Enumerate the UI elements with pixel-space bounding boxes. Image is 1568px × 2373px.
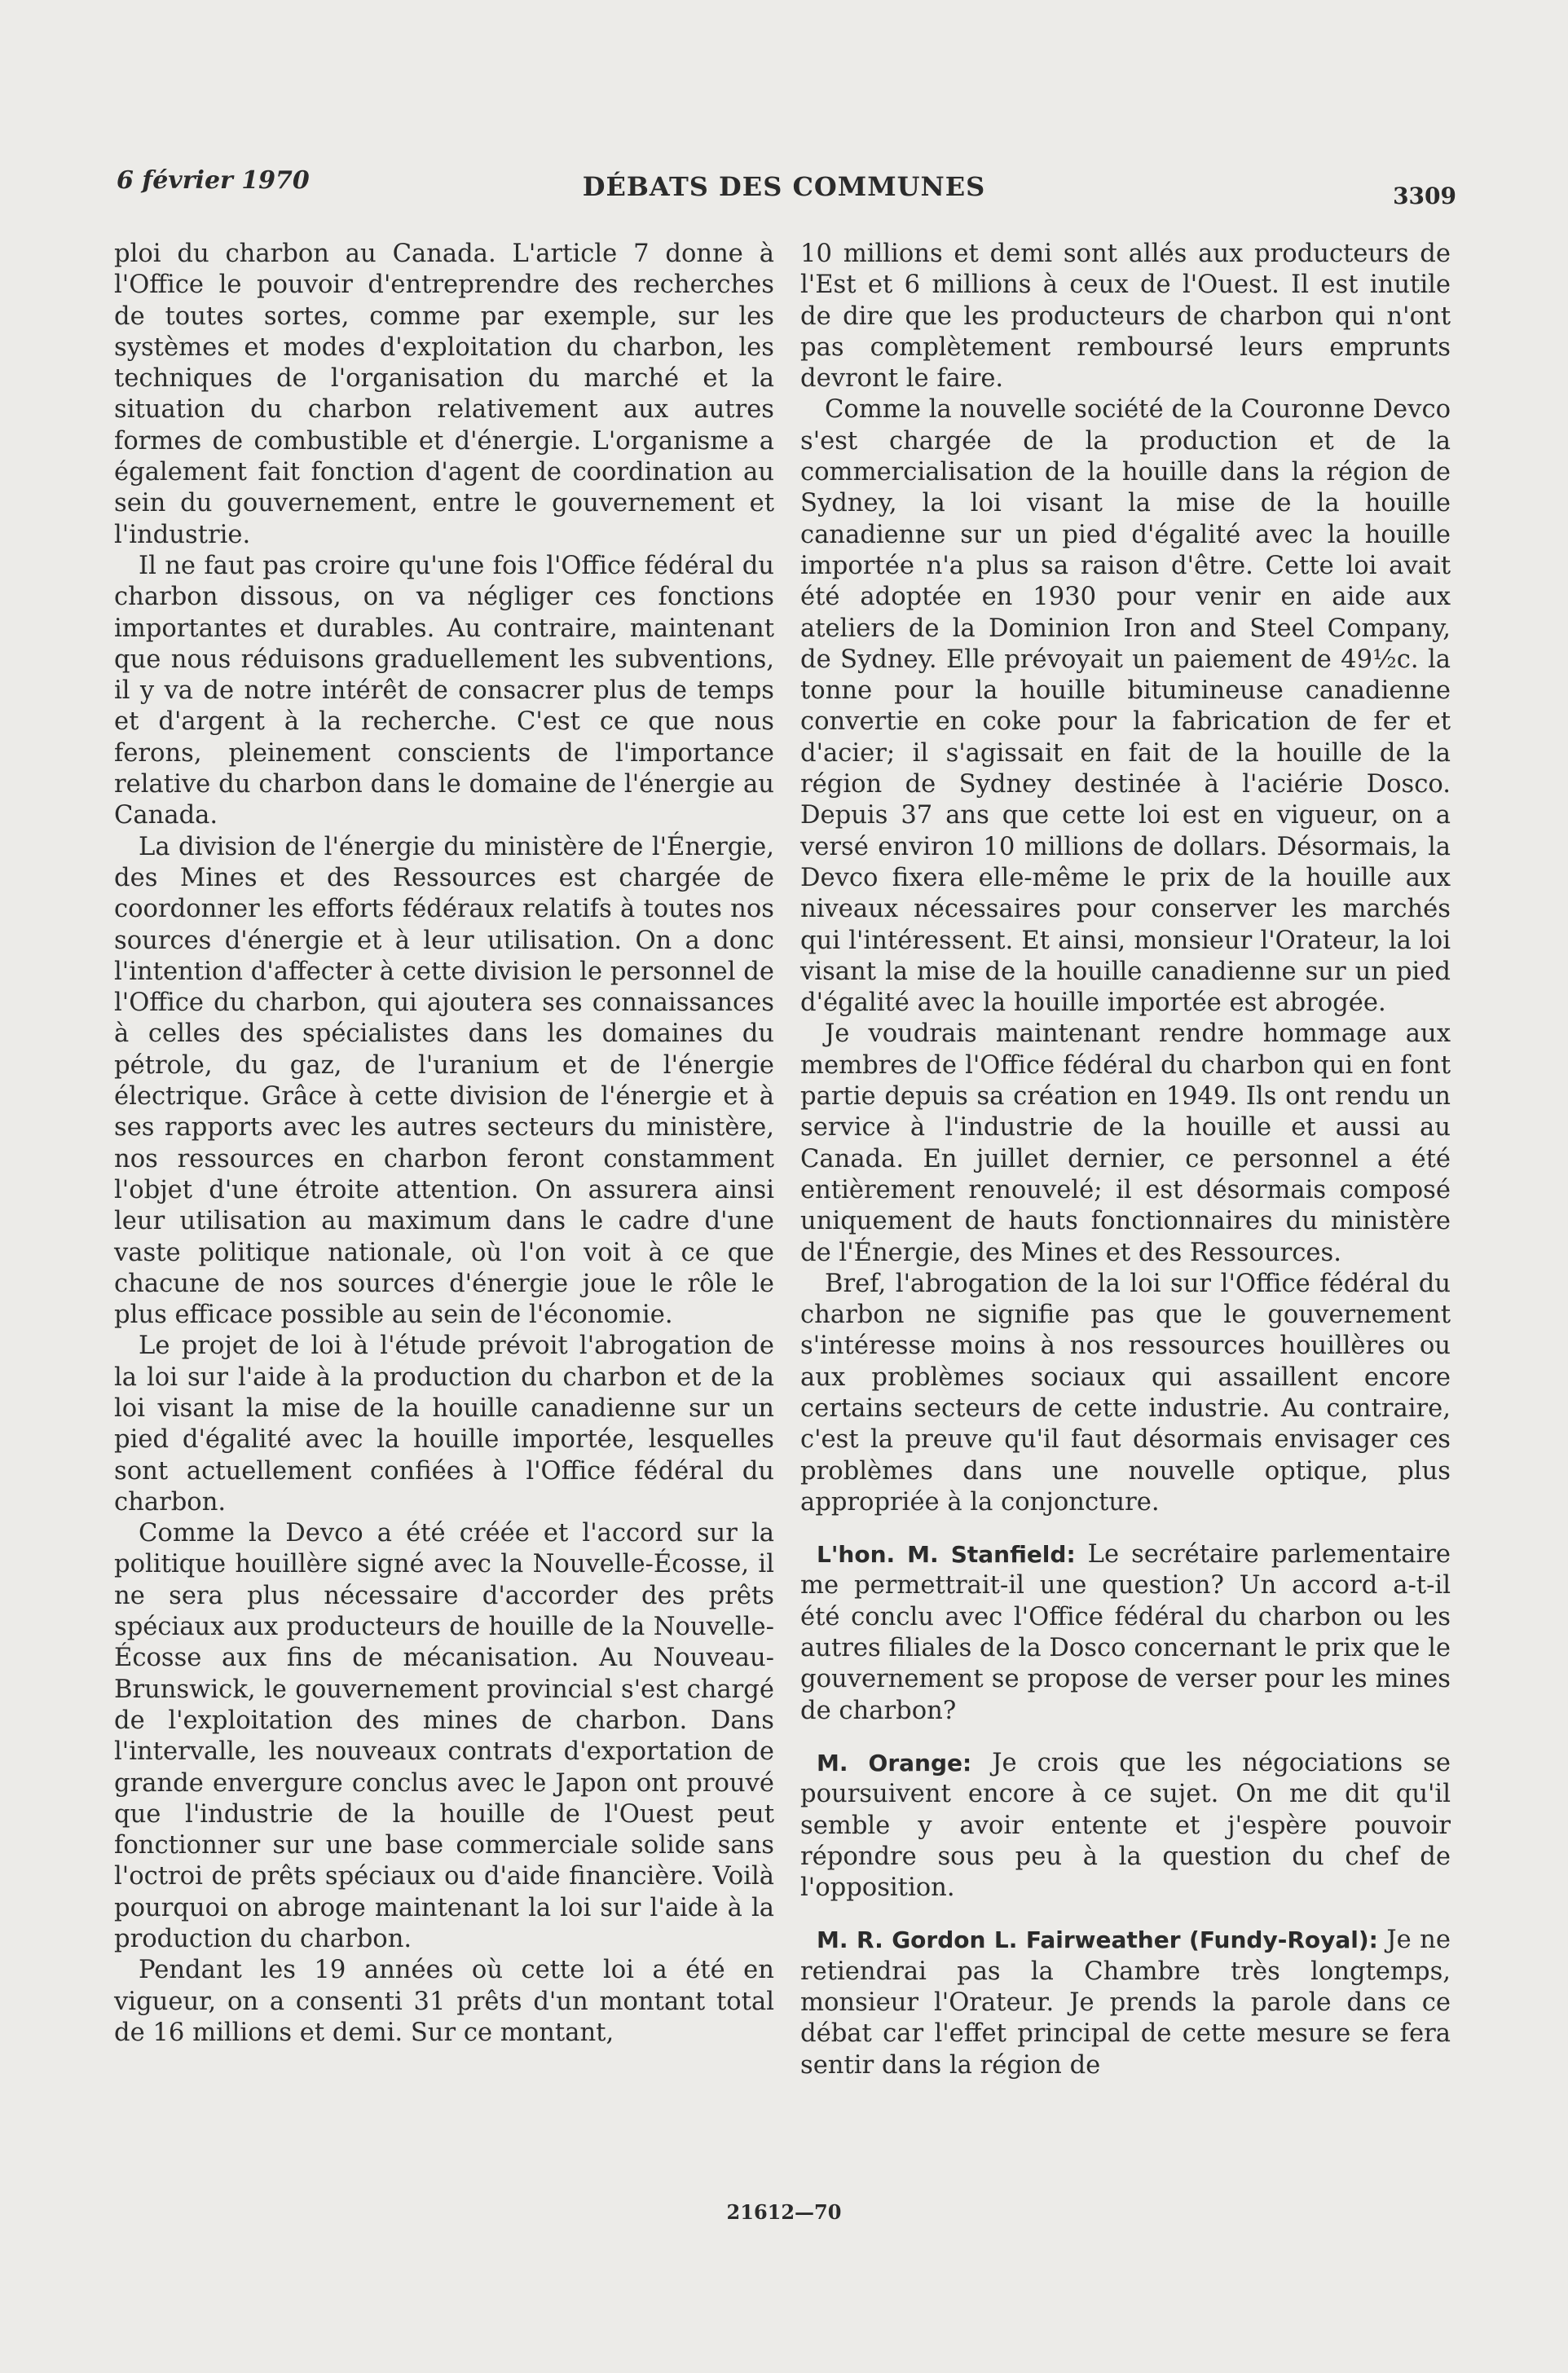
speech bbox=[800, 1748, 1451, 1904]
speech-text: Je crois que les négociations se poursuivent encore à ce sujet. On me dit qu'il semble y avoir entente et j'espère pouvoir répondre sous peu à la question du chef de l'opposition. bbox=[800, 1748, 1451, 1903]
paragraph: Comme la nouvelle société de la Couronne Devco s'est chargée de la production et de la commercialisation de la houille dans la région de Sydney, la loi visant la mise de la houille canadienne sur un pied d'égalité avec la houille importée n'a plus sa raison d'être. Cette loi avait été adoptée en 1930 pour venir en aide aux ateliers de la Dominion Iron and Steel Company, de Sydney. Elle prévoyait un paiement de 49½c. la tonne pour la houille bitumineuse canadienne convertie en coke pour la fabrication de fer et d'acier; il s'agissait en fait de la houille de la région de Sydney destinée à l'aciérie Dosco. Depuis 37 ans que cette loi est en vigueur, on a versé environ 10 millions de dollars. Désormais, la Devco fixera elle-même le prix de la houille aux niveaux nécessaires pour conserver les marchés qui l'intéressent. Et ainsi, monsieur l'Orateur, la loi visant la mise de la houille canadienne sur un pied d'égalité avec la houille importée est abrogée. bbox=[800, 395, 1451, 1018]
paragraph: ploi du charbon au Canada. L'article 7 donne à l'Office le pouvoir d'entreprendre des recherches de toutes sortes, comme par exemple, sur les systèmes et modes d'exploitation du charbon, les techniques de l'organisation du marché et la situation du charbon relativement aux autres formes de combustible et d'énergie. L'organisme a également fait fonction d'agent de coordination au sein du gouvernement, entre le gouvernement et l'industrie. bbox=[114, 240, 774, 549]
page-header bbox=[0, 160, 1568, 217]
paragraph: Le projet de loi à l'étude prévoit l'abrogation de la loi sur l'aide à la production du charbon et de la loi visant la mise de la houille canadienne sur un pied d'égalité avec la houille importée, lesquelles sont actuellement confiées à l'Office fédéral du charbon. bbox=[114, 1332, 774, 1517]
speaker-name: M. R. Gordon L. Fairweather (Fundy-Royal): bbox=[817, 1926, 1378, 1954]
paragraph: Comme la Devco a été créée et l'accord sur la politique houillère signé avec la Nouvelle-Écosse, il ne sera plus nécessaire d'accorder des prêts spéciaux aux producteurs de houille de la Nouvelle-Écosse aux fins de mécanisation. Au Nouveau-Brunswick, le gouvernement provincial s'est chargé de l'exploitation des mines de charbon. Dans l'intervalle, les nouveaux contrats d'exportation de grande envergure conclus avec le Japon ont prouvé que l'industrie de la houille de l'Ouest peut fonctionner sur une base commerciale solide sans l'octroi de prêts spéciaux ou d'aide financière. Voilà pourquoi on abroge maintenant la loi sur l'aide à la production du charbon. bbox=[114, 1519, 774, 1954]
paragraph: Pendant les 19 années où cette loi a été en vigueur, on a consenti 31 prêts d'un montant total de 16 millions et demi. Sur ce montant, bbox=[114, 1956, 774, 2047]
speech bbox=[800, 1925, 1451, 2080]
page-number: 3309 bbox=[1393, 183, 1456, 209]
speech-text: Le secrétaire parlementaire me permettrait-il une question? Un accord a-t-il été conclu avec l'Office fédéral du charbon ou les autres filiales de la Dosco concernant le prix que le gouvernement se propose de verser pour les mines de charbon? bbox=[800, 1540, 1451, 1725]
paragraph: Je voudrais maintenant rendre hommage aux membres de l'Office fédéral du charbon qui en font partie depuis sa création en 1949. Ils ont rendu un service à l'industrie de la houille et aussi au Canada. En juillet dernier, ce personnel a été entièrement renouvelé; il est désormais composé uniquement de hauts fonctionnaires du ministère de l'Énergie, des Mines et des Ressources. bbox=[800, 1019, 1451, 1267]
paragraph: Il ne faut pas croire qu'une fois l'Office fédéral du charbon dissous, on va négliger ces fonctions importantes et durables. Au contraire, maintenant que nous réduisons graduellement les subventions, il y va de notre intérêt de consacrer plus de temps et d'argent à la recherche. C'est ce que nous ferons, pleinement conscients de l'importance relative du charbon dans le domaine de l'énergie au Canada. bbox=[114, 551, 774, 830]
speaker-name: M. Orange: bbox=[817, 1749, 972, 1776]
speaker-name: L'hon. M. Stanfield: bbox=[817, 1541, 1076, 1569]
header-title: DÉBATS DES COMMUNES bbox=[582, 171, 986, 202]
printer-signature: 21612—70 bbox=[726, 2200, 842, 2224]
right-column bbox=[800, 239, 1451, 2081]
speech bbox=[800, 1539, 1451, 1727]
paragraph: La division de l'énergie du ministère de l'Énergie, des Mines et des Ressources est chargée de coordonner les efforts fédéraux relatifs à toutes nos sources d'énergie et à leur utilisation. On a donc l'intention d'affecter à cette division le personnel de l'Office du charbon, qui ajoutera ses connaissances à celles des spécialistes dans les domaines du pétrole, du gaz, de l'uranium et de l'énergie électrique. Grâce à cette division de l'énergie et à ses rapports avec les autres secteurs du ministère, nos ressources en charbon feront constamment l'objet d'une étroite attention. On assurera ainsi leur utilisation au maximum dans le cadre d'une vaste politique nationale, où l'on voit à ce que chacune de nos sources d'énergie joue le rôle le plus efficace possible au sein de l'économie. bbox=[114, 832, 774, 1330]
header-date: 6 février 1970 bbox=[117, 166, 310, 195]
paragraph: 10 millions et demi sont allés aux producteurs de l'Est et 6 millions à ceux de l'Ouest. Il est inutile de dire que les producteurs de charbon qui n'ont pas complètement remboursé leurs emprunts devront le faire. bbox=[800, 240, 1451, 394]
paragraph: Bref, l'abrogation de la loi sur l'Office fédéral du charbon ne signifie pas que le gouvernement s'intéresse moins à nos ressources houillères ou aux problèmes sociaux qui assaillent encore certains secteurs de cette industrie. Au contraire, c'est la preuve qu'il faut désormais envisager ces problèmes dans une nouvelle optique, plus appropriée à la conjoncture. bbox=[800, 1269, 1451, 1517]
left-column bbox=[114, 239, 774, 2049]
speech-text: Je ne retiendrai pas la Chambre très longtemps, monsieur l'Orateur. Je prends la parole dans ce débat car l'effet principal de cette mesure se fera sentir dans la région de bbox=[800, 1926, 1451, 2080]
